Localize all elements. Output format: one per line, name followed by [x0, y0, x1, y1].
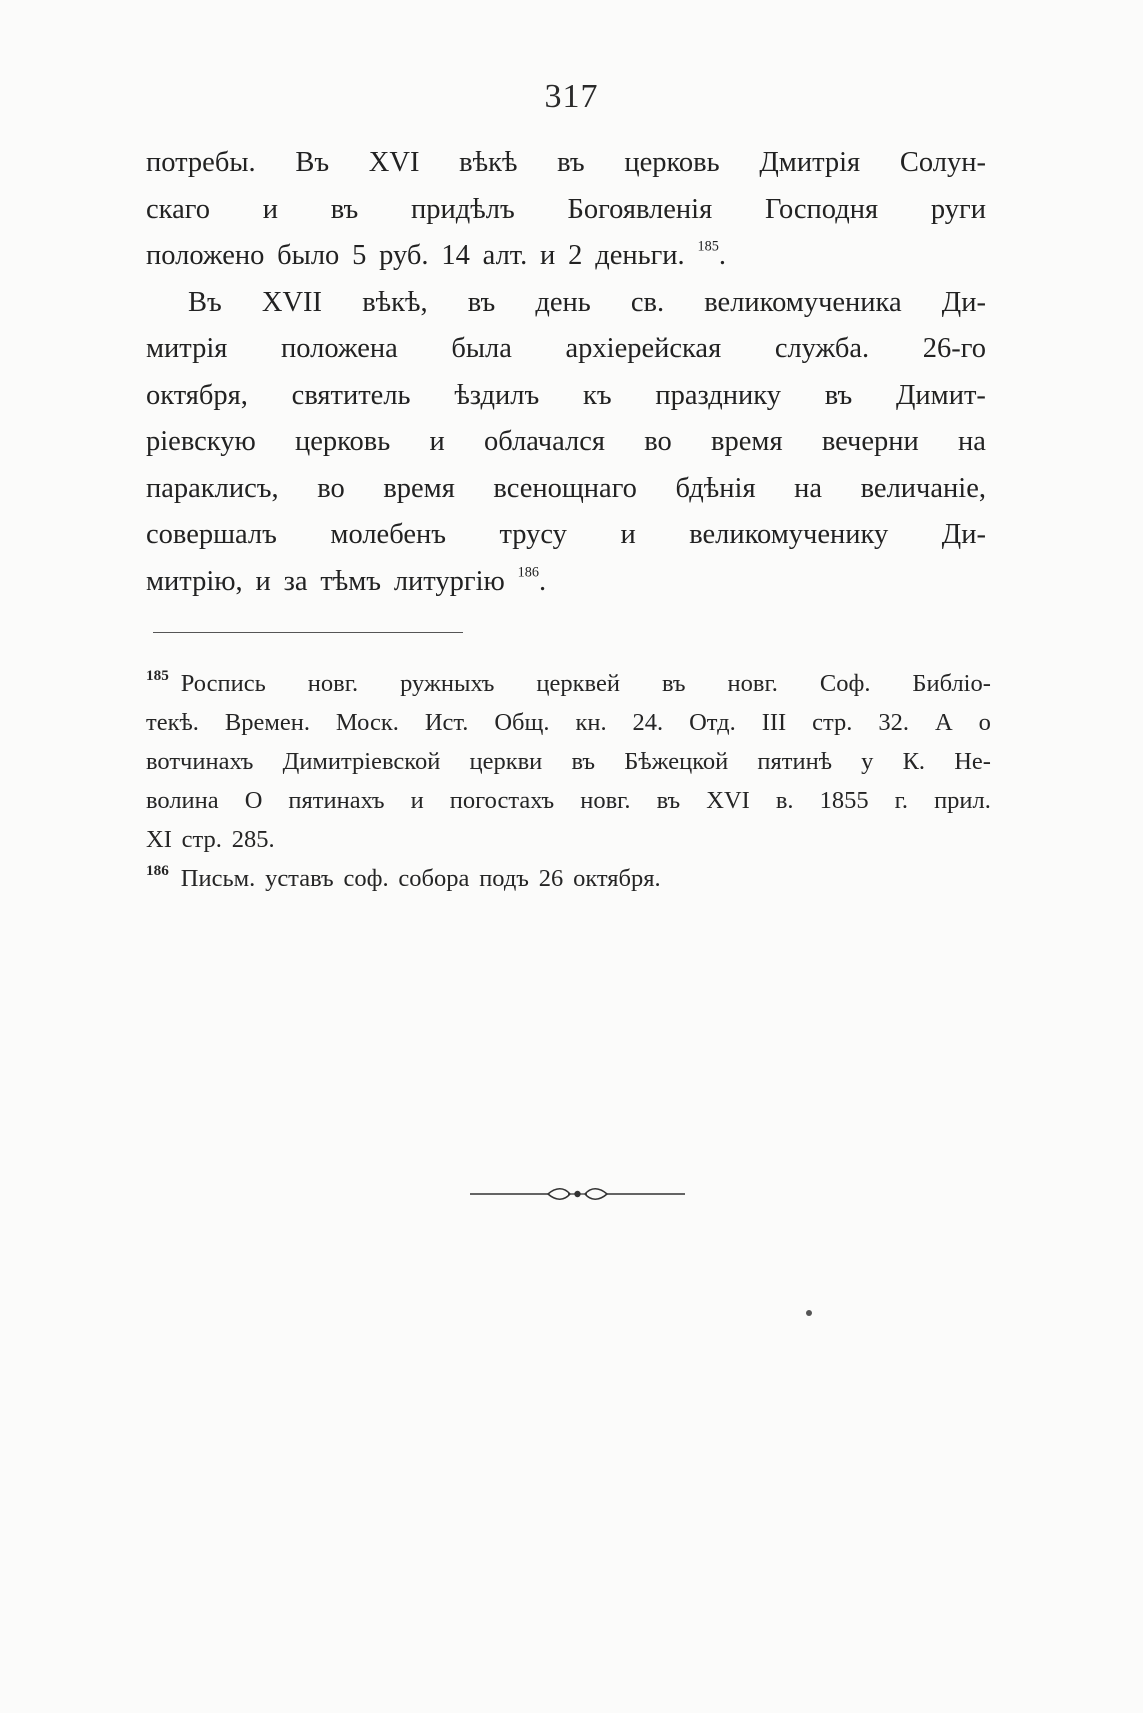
paragraph-2	[146, 280, 986, 606]
word: въ	[824, 379, 853, 411]
word: и	[540, 240, 556, 271]
word: церквей	[536, 670, 620, 697]
sentence-end: .	[718, 240, 726, 271]
reference-marker	[518, 559, 547, 606]
word: подъ	[479, 865, 529, 892]
word: XVII	[261, 286, 323, 318]
word: вотчинахъ	[146, 748, 254, 775]
word: церковь	[624, 147, 720, 178]
word: о	[978, 709, 991, 736]
word: прил.	[934, 787, 991, 814]
word: потребы.	[146, 147, 256, 178]
word: 1855	[819, 787, 869, 814]
text-line	[146, 140, 986, 187]
word: въ	[467, 286, 496, 318]
word: уставъ	[265, 865, 334, 892]
word: Солун-	[899, 147, 986, 178]
word: погостахъ	[449, 787, 555, 814]
word: великомученика	[704, 286, 902, 318]
word: руги	[930, 193, 986, 225]
word: стр.	[812, 709, 853, 736]
word: 26	[538, 865, 564, 892]
word: было	[277, 240, 340, 271]
word: митрія	[146, 333, 228, 364]
word: церкви	[469, 748, 543, 775]
word: Въ	[188, 286, 222, 318]
word: и	[620, 519, 636, 550]
word: III	[761, 709, 787, 736]
word: Общ.	[494, 709, 550, 736]
word: у	[861, 748, 874, 775]
word: Соф.	[819, 670, 871, 697]
word: XI	[146, 826, 172, 853]
word: Богоявленія	[567, 193, 713, 225]
word: положена	[280, 333, 398, 364]
word: собора	[398, 865, 470, 892]
word: святитель	[291, 379, 411, 411]
footnote-186	[146, 859, 991, 898]
word: новг.	[727, 670, 778, 697]
footnote-line	[146, 859, 991, 898]
word: XVI	[368, 147, 420, 178]
word: Письм.	[180, 865, 256, 892]
footnote-185	[146, 664, 991, 859]
text-line	[146, 559, 986, 606]
word: в.	[775, 787, 794, 814]
word: Не-	[954, 748, 991, 775]
word: время	[383, 472, 455, 504]
footnotes	[146, 664, 991, 898]
word: Ист.	[424, 709, 469, 736]
word: во	[317, 472, 345, 504]
word: Димит-	[895, 379, 986, 411]
word: новг.	[580, 787, 631, 814]
word: архіерейская	[565, 333, 722, 364]
word: Роспись	[180, 670, 266, 697]
footnote-reference: 186	[517, 563, 539, 580]
word: на	[794, 472, 823, 504]
main-text	[146, 140, 986, 605]
word: бдѣнія	[675, 472, 756, 504]
page-number: 317	[544, 78, 599, 115]
word: алт.	[482, 240, 528, 271]
word: XVI	[706, 787, 750, 814]
word: К.	[902, 748, 926, 775]
word: Времен.	[224, 709, 310, 736]
word: митрію,	[146, 565, 243, 597]
word: текѣ.	[146, 709, 199, 736]
word: вечерни	[821, 426, 919, 457]
text-line	[146, 466, 986, 513]
word: литургію	[393, 565, 505, 597]
word: ріевскую	[146, 426, 256, 457]
word: въ	[571, 748, 596, 775]
footnote-line	[146, 820, 991, 859]
footnote-line	[146, 781, 991, 820]
ink-speck	[806, 1310, 812, 1316]
text-line	[146, 326, 986, 373]
word: въ	[661, 670, 686, 697]
word: Господня	[764, 193, 879, 225]
word: октября.	[573, 865, 661, 892]
word: трусу	[499, 519, 567, 550]
footnote-number: 186	[146, 862, 169, 880]
text-line	[188, 280, 986, 327]
word: Въ	[295, 147, 330, 178]
word: деньги.	[595, 240, 685, 271]
footnote-number: 185	[146, 667, 169, 685]
footnote-line	[146, 664, 991, 703]
text-line	[146, 187, 986, 234]
word: въ	[557, 147, 585, 178]
text-line	[146, 419, 986, 466]
word: Моск.	[335, 709, 399, 736]
word: соф.	[343, 865, 389, 892]
word: ружныхъ	[400, 670, 495, 697]
word: Библіо-	[912, 670, 991, 697]
word: октября,	[146, 379, 248, 411]
word: кн.	[575, 709, 607, 736]
word: вѣкѣ,	[362, 286, 428, 318]
word-with-footnote-number	[146, 664, 266, 703]
word: совершалъ	[146, 519, 277, 550]
word: облачался	[484, 426, 606, 457]
paragraph-1	[146, 140, 986, 280]
word: великомученику	[689, 519, 889, 550]
word: Отд.	[689, 709, 736, 736]
word: въ	[656, 787, 681, 814]
reference-marker	[697, 233, 726, 280]
word: Ди-	[941, 286, 986, 318]
word: и	[255, 565, 271, 597]
word: церковь	[295, 426, 391, 457]
word: Ди-	[941, 519, 986, 550]
word: величаніе,	[860, 472, 986, 504]
word: стр.	[181, 826, 222, 853]
word: Дмитрія	[759, 147, 861, 178]
word: Бѣжецкой	[624, 748, 729, 775]
word: А	[934, 709, 953, 736]
word: 5	[352, 240, 367, 271]
footnote-separator-rule	[153, 632, 463, 633]
word: придѣлъ	[411, 193, 515, 225]
word: во	[644, 426, 672, 457]
word: ѣздилъ	[454, 379, 540, 411]
word: и	[410, 787, 424, 814]
word: пятинахъ	[288, 787, 385, 814]
footnote-reference: 185	[697, 238, 719, 255]
word: 14	[441, 240, 470, 271]
word: день	[535, 286, 591, 318]
word: къ	[583, 379, 612, 411]
word: празднику	[655, 379, 781, 411]
word: и	[262, 193, 278, 225]
word: вѣкѣ	[459, 147, 518, 178]
word: 26-го	[922, 333, 986, 364]
word: 2	[568, 240, 583, 271]
word: пятинѣ	[757, 748, 833, 775]
word: параклисъ,	[146, 472, 279, 504]
word: въ	[330, 193, 359, 225]
word: 32.	[878, 709, 910, 736]
word: скаго	[146, 193, 210, 225]
word: руб.	[379, 240, 429, 271]
word: положено	[146, 240, 265, 271]
word: О	[244, 787, 263, 814]
word: Димитріевской	[282, 748, 441, 775]
word: всенощнаго	[493, 472, 637, 504]
word-with-footnote-number	[146, 859, 255, 898]
word: и	[429, 426, 445, 457]
word: г.	[894, 787, 909, 814]
word: время	[711, 426, 783, 457]
word: за	[283, 565, 308, 597]
word: новг.	[307, 670, 359, 697]
word: была	[451, 333, 512, 364]
word: 285.	[231, 826, 275, 853]
word: служба.	[774, 333, 870, 364]
word: 24.	[632, 709, 664, 736]
end-ornament-icon	[470, 1182, 685, 1206]
word: тѣмъ	[320, 565, 382, 597]
text-line	[146, 233, 986, 280]
text-line	[146, 512, 986, 559]
word: св.	[630, 286, 665, 318]
footnote-line	[146, 742, 991, 781]
sentence-end: .	[538, 565, 547, 597]
text-line	[146, 373, 986, 420]
word: на	[958, 426, 986, 457]
word: волина	[146, 787, 219, 814]
footnote-line	[146, 703, 991, 742]
word: молебенъ	[330, 519, 446, 550]
